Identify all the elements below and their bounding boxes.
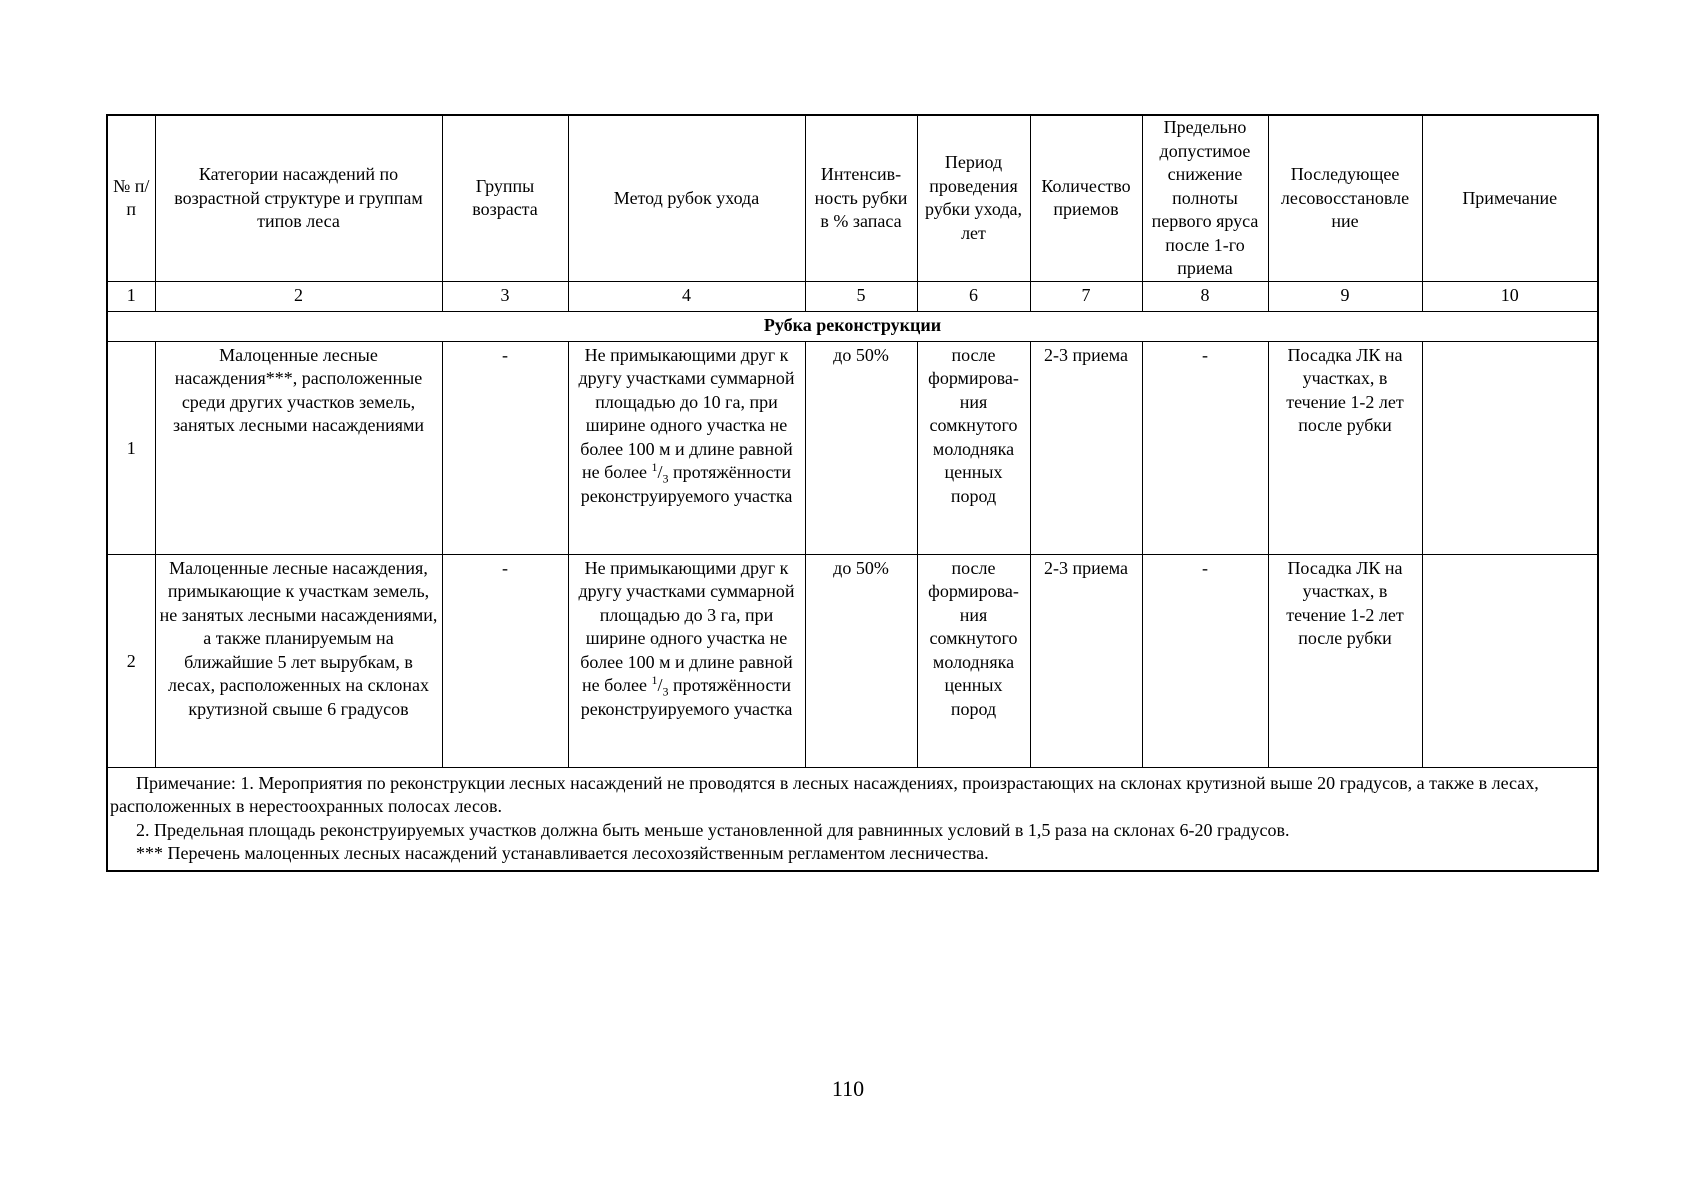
column-numbers-row bbox=[107, 281, 1598, 311]
row-reforestation: Посадка ЛК на участках, в течение 1-2 лет после рубки bbox=[1268, 341, 1422, 554]
column-number: 4 bbox=[568, 281, 805, 311]
fraction-numerator: 1 bbox=[651, 673, 658, 687]
row-category: Малоценные лесные насаждения, примыкающие к участкам земель, не занятых лесными насаждениями, а также планируемым на ближайшие 5 лет вырубкам, в лесах, расположенных на склонах крутизной свыше 6 градусов bbox=[155, 554, 442, 767]
header-row bbox=[107, 115, 1598, 281]
header-number: № п/п bbox=[107, 115, 155, 281]
column-number: 10 bbox=[1422, 281, 1598, 311]
column-number: 1 bbox=[107, 281, 155, 311]
header-count: Количество приемов bbox=[1030, 115, 1142, 281]
header-category: Категории насаждений по возрастной структуре и группам типов леса bbox=[155, 115, 442, 281]
header-period: Период проведения рубки ухода, лет bbox=[917, 115, 1030, 281]
row-number: 2 bbox=[107, 554, 155, 767]
row-note bbox=[1422, 341, 1598, 554]
header-age-group: Группы возраста bbox=[442, 115, 568, 281]
header-density-limit: Предельно допустимое снижение полноты первого яруса после 1-го приема bbox=[1142, 115, 1268, 281]
column-number: 7 bbox=[1030, 281, 1142, 311]
row-count: 2-3 приема bbox=[1030, 341, 1142, 554]
row-method: Не примыкающими друг к другу участками суммарной площадью до 3 га, при ширине одного участка не более 100 м и длине равной не более $^1/_3$ протяжённости реконструируемого участка bbox=[568, 554, 805, 767]
header-intensity: Интенсив-ность рубки в % запаса bbox=[805, 115, 917, 281]
row-count: 2-3 приема bbox=[1030, 554, 1142, 767]
page-number: 110 bbox=[831, 1076, 865, 1101]
notes-cell bbox=[107, 767, 1598, 871]
method-text: Не примыкающими друг к другу участками суммарной площадью до 10 га, при ширине одного участка не более 100 м и длине равной не более bbox=[578, 344, 795, 482]
column-number: 6 bbox=[917, 281, 1030, 311]
row-intensity: до 50% bbox=[805, 554, 917, 767]
table-row bbox=[107, 341, 1598, 554]
fraction-denominator: 3 bbox=[662, 684, 669, 699]
column-number: 8 bbox=[1142, 281, 1268, 311]
column-number: 2 bbox=[155, 281, 442, 311]
row-density-limit: - bbox=[1142, 554, 1268, 767]
row-age-group: - bbox=[442, 554, 568, 767]
row-method: Не примыкающими друг к другу участками суммарной площадью до 10 га, при ширине одного участка не более 100 м и длине равной не более $^1/_3$ протяжённости реконструируемого участка bbox=[568, 341, 805, 554]
row-note bbox=[1422, 554, 1598, 767]
method-text-end: протяжённости реконструируемого участка bbox=[580, 462, 793, 506]
fraction-denominator: 3 bbox=[662, 471, 669, 486]
method-text: Не примыкающими друг к другу участками суммарной площадью до 3 га, при ширине одного участка не более 100 м и длине равной не более bbox=[578, 557, 795, 695]
row-period: после формирова-ния сомкнутого молодняка ценных пород bbox=[917, 554, 1030, 767]
row-intensity: до 50% bbox=[805, 341, 917, 554]
row-number: 1 bbox=[107, 341, 155, 554]
section-title: Рубка реконструкции bbox=[107, 311, 1598, 341]
row-age-group: - bbox=[442, 341, 568, 554]
notes-row bbox=[107, 767, 1598, 871]
section-row bbox=[107, 311, 1598, 341]
table-row bbox=[107, 554, 1598, 767]
note-3: *** Перечень малоценных лесных насаждений устанавливается лесохозяйственным регламентом лесничества. bbox=[136, 843, 989, 863]
note-2: 2. Предельная площадь реконструируемых участков должна быть меньше установленной для равнинных условий в 1,5 раза на склонах 6-20 градусов. bbox=[136, 819, 1290, 840]
header-method: Метод рубок ухода bbox=[568, 115, 805, 281]
method-text-end: протяжённости реконструируемого участка bbox=[580, 675, 793, 719]
row-reforestation: Посадка ЛК на участках, в течение 1-2 лет после рубки bbox=[1268, 554, 1422, 767]
column-number: 3 bbox=[442, 281, 568, 311]
row-category: Малоценные лесные насаждения***, расположенные среди других участков земель, занятых лесными насаждениями bbox=[155, 341, 442, 554]
column-number: 9 bbox=[1268, 281, 1422, 311]
header-note: Примечание bbox=[1422, 115, 1598, 281]
note-1: Примечание: 1. Мероприятия по реконструкции лесных насаждений не проводятся в лесных насаждениях, произрастающих на склонах крутизной выше 20 градусов, а также в лесах, расположенных в нерестоохранных полосах лесов. bbox=[110, 772, 1539, 816]
header-reforestation: Последующее лесовосстановле ние bbox=[1268, 115, 1422, 281]
reconstruction-felling-table bbox=[106, 114, 1599, 872]
row-density-limit: - bbox=[1142, 341, 1268, 554]
fraction-numerator: 1 bbox=[651, 460, 658, 474]
row-period: после формирова-ния сомкнутого молодняка ценных пород bbox=[917, 341, 1030, 554]
column-number: 5 bbox=[805, 281, 917, 311]
